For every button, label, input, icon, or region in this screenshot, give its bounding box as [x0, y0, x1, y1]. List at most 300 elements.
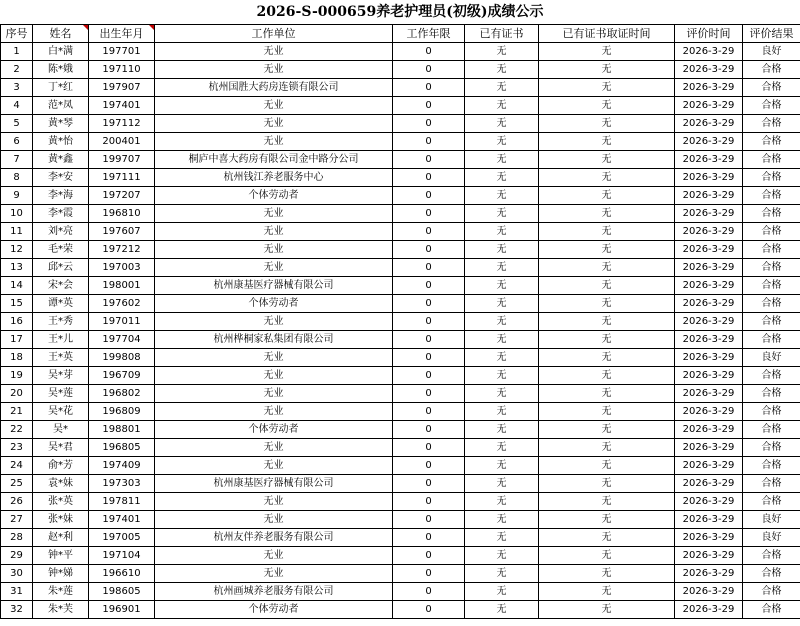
cell-result[interactable]: 合格	[743, 97, 800, 115]
cell-index[interactable]: 27	[1, 511, 33, 529]
cell-years[interactable]: 0	[393, 133, 465, 151]
cell-employer[interactable]: 无业	[155, 385, 393, 403]
cell-eval-date[interactable]: 2026-3-29	[675, 97, 743, 115]
cell-certificate[interactable]: 无	[465, 187, 539, 205]
cell-name[interactable]: 袁*妹	[33, 475, 89, 493]
table-row	[1, 511, 800, 529]
cell-name[interactable]: 钟*娣	[33, 565, 89, 583]
cell-employer[interactable]: 无业	[155, 97, 393, 115]
cell-certificate[interactable]: 无	[465, 43, 539, 61]
cell-birth[interactable]: 196809	[89, 403, 155, 421]
cell-employer[interactable]: 无业	[155, 511, 393, 529]
cell-eval-date[interactable]: 2026-3-29	[675, 475, 743, 493]
cell-birth[interactable]: 197005	[89, 529, 155, 547]
cell-index[interactable]: 24	[1, 457, 33, 475]
cell-result[interactable]: 合格	[743, 331, 800, 349]
cell-index[interactable]: 16	[1, 313, 33, 331]
cell-certificate-date[interactable]: 无	[539, 367, 675, 385]
cell-years[interactable]: 0	[393, 457, 465, 475]
header-cell-birth[interactable]: 出生年月	[89, 25, 155, 43]
cell-name[interactable]: 钟*平	[33, 547, 89, 565]
cell-index[interactable]: 19	[1, 367, 33, 385]
header-cell-certificate[interactable]: 已有证书	[465, 25, 539, 43]
cell-birth[interactable]: 199707	[89, 151, 155, 169]
cell-employer[interactable]: 无业	[155, 349, 393, 367]
cell-certificate-date[interactable]: 无	[539, 493, 675, 511]
cell-employer[interactable]: 无业	[155, 403, 393, 421]
cell-eval-date[interactable]: 2026-3-29	[675, 133, 743, 151]
cell-certificate-date[interactable]: 无	[539, 331, 675, 349]
cell-birth[interactable]: 197003	[89, 259, 155, 277]
cell-certificate[interactable]: 无	[465, 565, 539, 583]
cell-certificate[interactable]: 无	[465, 511, 539, 529]
cell-result[interactable]: 合格	[743, 205, 800, 223]
cell-name[interactable]: 范*凤	[33, 97, 89, 115]
cell-certificate[interactable]: 无	[465, 61, 539, 79]
cell-birth[interactable]: 197401	[89, 511, 155, 529]
cell-employer[interactable]: 无业	[155, 133, 393, 151]
cell-certificate[interactable]: 无	[465, 457, 539, 475]
cell-certificate[interactable]: 无	[465, 349, 539, 367]
cell-index[interactable]: 4	[1, 97, 33, 115]
cell-certificate[interactable]: 无	[465, 529, 539, 547]
cell-name[interactable]: 赵*利	[33, 529, 89, 547]
cell-certificate-date[interactable]: 无	[539, 349, 675, 367]
cell-result[interactable]: 合格	[743, 169, 800, 187]
cell-eval-date[interactable]: 2026-3-29	[675, 187, 743, 205]
cell-certificate[interactable]: 无	[465, 295, 539, 313]
cell-birth[interactable]: 197212	[89, 241, 155, 259]
cell-certificate-date[interactable]: 无	[539, 403, 675, 421]
cell-result[interactable]: 合格	[743, 61, 800, 79]
cell-certificate[interactable]: 无	[465, 421, 539, 439]
cell-name[interactable]: 李*海	[33, 187, 89, 205]
cell-result[interactable]: 良好	[743, 529, 800, 547]
cell-years[interactable]: 0	[393, 421, 465, 439]
cell-name[interactable]: 张*英	[33, 493, 89, 511]
cell-result[interactable]: 合格	[743, 583, 800, 601]
cell-index[interactable]: 8	[1, 169, 33, 187]
cell-result[interactable]: 合格	[743, 457, 800, 475]
cell-birth[interactable]: 196709	[89, 367, 155, 385]
cell-birth[interactable]: 198605	[89, 583, 155, 601]
cell-years[interactable]: 0	[393, 475, 465, 493]
cell-name[interactable]: 黄*怡	[33, 133, 89, 151]
cell-eval-date[interactable]: 2026-3-29	[675, 457, 743, 475]
cell-name[interactable]: 白*满	[33, 43, 89, 61]
cell-years[interactable]: 0	[393, 61, 465, 79]
cell-name[interactable]: 吴*莲	[33, 385, 89, 403]
cell-employer[interactable]: 无业	[155, 457, 393, 475]
cell-employer[interactable]: 个体劳动者	[155, 295, 393, 313]
cell-employer[interactable]: 无业	[155, 241, 393, 259]
header-cell-result[interactable]: 评价结果	[743, 25, 800, 43]
cell-result[interactable]: 合格	[743, 439, 800, 457]
cell-certificate[interactable]: 无	[465, 115, 539, 133]
cell-years[interactable]: 0	[393, 583, 465, 601]
cell-birth[interactable]: 197907	[89, 79, 155, 97]
cell-birth[interactable]: 198001	[89, 277, 155, 295]
cell-certificate[interactable]: 无	[465, 151, 539, 169]
cell-years[interactable]: 0	[393, 511, 465, 529]
cell-years[interactable]: 0	[393, 565, 465, 583]
cell-birth[interactable]: 196810	[89, 205, 155, 223]
cell-index[interactable]: 2	[1, 61, 33, 79]
cell-certificate[interactable]: 无	[465, 241, 539, 259]
cell-years[interactable]: 0	[393, 547, 465, 565]
header-cell-name[interactable]: 姓名	[33, 25, 89, 43]
cell-eval-date[interactable]: 2026-3-29	[675, 529, 743, 547]
cell-years[interactable]: 0	[393, 259, 465, 277]
cell-eval-date[interactable]: 2026-3-29	[675, 511, 743, 529]
cell-certificate[interactable]: 无	[465, 367, 539, 385]
cell-index[interactable]: 25	[1, 475, 33, 493]
cell-name[interactable]: 俞*芳	[33, 457, 89, 475]
cell-certificate-date[interactable]: 无	[539, 475, 675, 493]
cell-years[interactable]: 0	[393, 241, 465, 259]
cell-certificate[interactable]: 无	[465, 205, 539, 223]
cell-employer[interactable]: 杭州康基医疗器械有限公司	[155, 277, 393, 295]
cell-certificate[interactable]: 无	[465, 403, 539, 421]
cell-certificate-date[interactable]: 无	[539, 79, 675, 97]
cell-name[interactable]: 王*儿	[33, 331, 89, 349]
cell-certificate[interactable]: 无	[465, 385, 539, 403]
cell-name[interactable]: 黄*琴	[33, 115, 89, 133]
cell-index[interactable]: 6	[1, 133, 33, 151]
cell-name[interactable]: 谭*英	[33, 295, 89, 313]
cell-employer[interactable]: 无业	[155, 439, 393, 457]
cell-eval-date[interactable]: 2026-3-29	[675, 547, 743, 565]
cell-eval-date[interactable]: 2026-3-29	[675, 79, 743, 97]
cell-index[interactable]: 15	[1, 295, 33, 313]
cell-eval-date[interactable]: 2026-3-29	[675, 493, 743, 511]
cell-index[interactable]: 1	[1, 43, 33, 61]
cell-name[interactable]: 丁*红	[33, 79, 89, 97]
cell-years[interactable]: 0	[393, 169, 465, 187]
cell-years[interactable]: 0	[393, 205, 465, 223]
cell-certificate[interactable]: 无	[465, 313, 539, 331]
cell-certificate[interactable]: 无	[465, 169, 539, 187]
cell-birth[interactable]: 197207	[89, 187, 155, 205]
cell-eval-date[interactable]: 2026-3-29	[675, 43, 743, 61]
cell-eval-date[interactable]: 2026-3-29	[675, 565, 743, 583]
cell-result[interactable]: 合格	[743, 79, 800, 97]
cell-index[interactable]: 26	[1, 493, 33, 511]
cell-result[interactable]: 合格	[743, 403, 800, 421]
cell-certificate-date[interactable]: 无	[539, 457, 675, 475]
cell-years[interactable]: 0	[393, 367, 465, 385]
table-row	[1, 259, 800, 277]
cell-name[interactable]: 邱*云	[33, 259, 89, 277]
cell-eval-date[interactable]: 2026-3-29	[675, 169, 743, 187]
cell-employer[interactable]: 个体劳动者	[155, 601, 393, 619]
cell-name[interactable]: 吴*君	[33, 439, 89, 457]
cell-years[interactable]: 0	[393, 277, 465, 295]
cell-name[interactable]: 吴*花	[33, 403, 89, 421]
cell-result[interactable]: 合格	[743, 241, 800, 259]
cell-employer[interactable]: 桐庐中喜大药房有限公司金中路分公司	[155, 151, 393, 169]
cell-eval-date[interactable]: 2026-3-29	[675, 601, 743, 619]
cell-index[interactable]: 13	[1, 259, 33, 277]
cell-name[interactable]: 陈*娥	[33, 61, 89, 79]
cell-eval-date[interactable]: 2026-3-29	[675, 223, 743, 241]
cell-certificate-date[interactable]: 无	[539, 385, 675, 403]
cell-eval-date[interactable]: 2026-3-29	[675, 277, 743, 295]
header-cell-eval-date[interactable]: 评价时间	[675, 25, 743, 43]
cell-years[interactable]: 0	[393, 295, 465, 313]
cell-index[interactable]: 5	[1, 115, 33, 133]
cell-birth[interactable]: 197110	[89, 61, 155, 79]
cell-years[interactable]: 0	[393, 349, 465, 367]
cell-birth[interactable]: 196610	[89, 565, 155, 583]
cell-result[interactable]: 合格	[743, 547, 800, 565]
cell-result[interactable]: 合格	[743, 187, 800, 205]
cell-index[interactable]: 7	[1, 151, 33, 169]
cell-name[interactable]: 吴*芽	[33, 367, 89, 385]
cell-certificate-date[interactable]: 无	[539, 529, 675, 547]
cell-index[interactable]: 23	[1, 439, 33, 457]
cell-certificate[interactable]: 无	[465, 97, 539, 115]
cell-employer[interactable]: 无业	[155, 43, 393, 61]
cell-birth[interactable]: 197607	[89, 223, 155, 241]
cell-index[interactable]: 18	[1, 349, 33, 367]
cell-eval-date[interactable]: 2026-3-29	[675, 61, 743, 79]
cell-eval-date[interactable]: 2026-3-29	[675, 313, 743, 331]
cell-certificate-date[interactable]: 无	[539, 169, 675, 187]
cell-birth[interactable]: 196805	[89, 439, 155, 457]
cell-index[interactable]: 32	[1, 601, 33, 619]
cell-name[interactable]: 吴*	[33, 421, 89, 439]
cell-certificate-date[interactable]: 无	[539, 241, 675, 259]
cell-years[interactable]: 0	[393, 313, 465, 331]
cell-birth[interactable]: 197303	[89, 475, 155, 493]
cell-certificate[interactable]: 无	[465, 223, 539, 241]
cell-result[interactable]: 合格	[743, 493, 800, 511]
cell-employer[interactable]: 无业	[155, 223, 393, 241]
cell-result[interactable]: 合格	[743, 115, 800, 133]
cell-name[interactable]: 宋*会	[33, 277, 89, 295]
cell-certificate-date[interactable]: 无	[539, 97, 675, 115]
cell-birth[interactable]: 196802	[89, 385, 155, 403]
cell-name[interactable]: 黄*鑫	[33, 151, 89, 169]
cell-birth[interactable]: 197104	[89, 547, 155, 565]
cell-index[interactable]: 10	[1, 205, 33, 223]
cell-certificate-date[interactable]: 无	[539, 61, 675, 79]
cell-index[interactable]: 31	[1, 583, 33, 601]
cell-eval-date[interactable]: 2026-3-29	[675, 367, 743, 385]
cell-result[interactable]: 合格	[743, 151, 800, 169]
cell-employer[interactable]: 无业	[155, 313, 393, 331]
cell-name[interactable]: 朱*莲	[33, 583, 89, 601]
cell-employer[interactable]: 无业	[155, 547, 393, 565]
cell-result[interactable]: 合格	[743, 313, 800, 331]
cell-certificate[interactable]: 无	[465, 79, 539, 97]
cell-birth[interactable]: 197111	[89, 169, 155, 187]
cell-certificate-date[interactable]: 无	[539, 511, 675, 529]
cell-certificate-date[interactable]: 无	[539, 565, 675, 583]
cell-eval-date[interactable]: 2026-3-29	[675, 205, 743, 223]
cell-certificate-date[interactable]: 无	[539, 223, 675, 241]
cell-years[interactable]: 0	[393, 439, 465, 457]
cell-employer[interactable]: 杭州友伴养老服务有限公司	[155, 529, 393, 547]
cell-result[interactable]: 合格	[743, 295, 800, 313]
cell-employer[interactable]: 无业	[155, 115, 393, 133]
cell-index[interactable]: 30	[1, 565, 33, 583]
cell-name[interactable]: 李*霞	[33, 205, 89, 223]
cell-employer[interactable]: 个体劳动者	[155, 421, 393, 439]
cell-index[interactable]: 28	[1, 529, 33, 547]
cell-years[interactable]: 0	[393, 601, 465, 619]
cell-index[interactable]: 29	[1, 547, 33, 565]
cell-employer[interactable]: 无业	[155, 367, 393, 385]
cell-birth[interactable]: 200401	[89, 133, 155, 151]
cell-index[interactable]: 20	[1, 385, 33, 403]
cell-name[interactable]: 毛*荣	[33, 241, 89, 259]
cell-index[interactable]: 12	[1, 241, 33, 259]
cell-result[interactable]: 合格	[743, 565, 800, 583]
cell-birth[interactable]: 197409	[89, 457, 155, 475]
cell-certificate-date[interactable]: 无	[539, 439, 675, 457]
cell-birth[interactable]: 197011	[89, 313, 155, 331]
cell-years[interactable]: 0	[393, 97, 465, 115]
cell-result[interactable]: 合格	[743, 601, 800, 619]
header-cell-index[interactable]: 序号	[1, 25, 33, 43]
header-cell-certificate-date[interactable]: 已有证书取证时间	[539, 25, 675, 43]
cell-employer[interactable]: 杭州画城养老服务有限公司	[155, 583, 393, 601]
cell-certificate[interactable]: 无	[465, 493, 539, 511]
cell-birth[interactable]: 197112	[89, 115, 155, 133]
cell-eval-date[interactable]: 2026-3-29	[675, 583, 743, 601]
cell-years[interactable]: 0	[393, 529, 465, 547]
cell-certificate-date[interactable]: 无	[539, 259, 675, 277]
cell-name[interactable]: 刘*亮	[33, 223, 89, 241]
cell-eval-date[interactable]: 2026-3-29	[675, 331, 743, 349]
cell-certificate[interactable]: 无	[465, 331, 539, 349]
cell-eval-date[interactable]: 2026-3-29	[675, 259, 743, 277]
cell-name[interactable]: 李*安	[33, 169, 89, 187]
cell-birth[interactable]: 198801	[89, 421, 155, 439]
cell-index[interactable]: 22	[1, 421, 33, 439]
cell-certificate-date[interactable]: 无	[539, 115, 675, 133]
cell-employer[interactable]: 杭州国胜大药房连锁有限公司	[155, 79, 393, 97]
cell-years[interactable]: 0	[393, 223, 465, 241]
cell-certificate-date[interactable]: 无	[539, 547, 675, 565]
cell-index[interactable]: 21	[1, 403, 33, 421]
cell-years[interactable]: 0	[393, 115, 465, 133]
cell-result[interactable]: 合格	[743, 259, 800, 277]
cell-years[interactable]: 0	[393, 331, 465, 349]
cell-certificate-date[interactable]: 无	[539, 205, 675, 223]
cell-result[interactable]: 合格	[743, 133, 800, 151]
cell-result[interactable]: 合格	[743, 421, 800, 439]
cell-employer[interactable]: 个体劳动者	[155, 187, 393, 205]
cell-birth[interactable]: 197401	[89, 97, 155, 115]
cell-employer[interactable]: 无业	[155, 205, 393, 223]
cell-birth[interactable]: 199808	[89, 349, 155, 367]
cell-years[interactable]: 0	[393, 43, 465, 61]
cell-employer[interactable]: 杭州桦桐家私集团有限公司	[155, 331, 393, 349]
cell-eval-date[interactable]: 2026-3-29	[675, 295, 743, 313]
cell-certificate[interactable]: 无	[465, 277, 539, 295]
cell-employer[interactable]: 无业	[155, 565, 393, 583]
cell-certificate-date[interactable]: 无	[539, 187, 675, 205]
cell-result[interactable]: 合格	[743, 475, 800, 493]
cell-result[interactable]: 良好	[743, 349, 800, 367]
cell-certificate-date[interactable]: 无	[539, 295, 675, 313]
cell-certificate-date[interactable]: 无	[539, 151, 675, 169]
cell-certificate-date[interactable]: 无	[539, 421, 675, 439]
cell-years[interactable]: 0	[393, 385, 465, 403]
cell-birth[interactable]: 197704	[89, 331, 155, 349]
cell-certificate-date[interactable]: 无	[539, 133, 675, 151]
cell-index[interactable]: 17	[1, 331, 33, 349]
cell-certificate[interactable]: 无	[465, 259, 539, 277]
cell-employer[interactable]: 无业	[155, 493, 393, 511]
cell-years[interactable]: 0	[393, 151, 465, 169]
cell-eval-date[interactable]: 2026-3-29	[675, 241, 743, 259]
cell-name[interactable]: 张*妹	[33, 511, 89, 529]
cell-result[interactable]: 合格	[743, 277, 800, 295]
cell-years[interactable]: 0	[393, 187, 465, 205]
cell-certificate[interactable]: 无	[465, 547, 539, 565]
cell-index[interactable]: 14	[1, 277, 33, 295]
cell-years[interactable]: 0	[393, 403, 465, 421]
cell-certificate[interactable]: 无	[465, 439, 539, 457]
cell-name[interactable]: 王*英	[33, 349, 89, 367]
cell-birth[interactable]: 197811	[89, 493, 155, 511]
cell-result[interactable]: 合格	[743, 367, 800, 385]
cell-certificate-date[interactable]: 无	[539, 601, 675, 619]
cell-eval-date[interactable]: 2026-3-29	[675, 403, 743, 421]
cell-result[interactable]: 良好	[743, 511, 800, 529]
cell-result[interactable]: 合格	[743, 385, 800, 403]
table-row	[1, 223, 800, 241]
cell-certificate-date[interactable]: 无	[539, 313, 675, 331]
cell-name[interactable]: 朱*芙	[33, 601, 89, 619]
cell-certificate-date[interactable]: 无	[539, 277, 675, 295]
cell-birth[interactable]: 197602	[89, 295, 155, 313]
cell-index[interactable]: 9	[1, 187, 33, 205]
cell-eval-date[interactable]: 2026-3-29	[675, 151, 743, 169]
cell-eval-date[interactable]: 2026-3-29	[675, 421, 743, 439]
cell-certificate-date[interactable]: 无	[539, 583, 675, 601]
cell-index[interactable]: 11	[1, 223, 33, 241]
cell-eval-date[interactable]: 2026-3-29	[675, 115, 743, 133]
cell-name[interactable]: 王*秀	[33, 313, 89, 331]
header-cell-years[interactable]: 工作年限	[393, 25, 465, 43]
cell-birth[interactable]: 197701	[89, 43, 155, 61]
cell-employer[interactable]: 无业	[155, 61, 393, 79]
cell-employer[interactable]: 杭州钱江养老服务中心	[155, 169, 393, 187]
cell-result[interactable]: 合格	[743, 223, 800, 241]
cell-employer[interactable]: 无业	[155, 259, 393, 277]
cell-certificate[interactable]: 无	[465, 475, 539, 493]
cell-eval-date[interactable]: 2026-3-29	[675, 385, 743, 403]
cell-years[interactable]: 0	[393, 79, 465, 97]
cell-years[interactable]: 0	[393, 493, 465, 511]
cell-index[interactable]: 3	[1, 79, 33, 97]
cell-employer[interactable]: 杭州康基医疗器械有限公司	[155, 475, 393, 493]
cell-eval-date[interactable]: 2026-3-29	[675, 349, 743, 367]
cell-certificate[interactable]: 无	[465, 601, 539, 619]
cell-certificate[interactable]: 无	[465, 133, 539, 151]
cell-result[interactable]: 良好	[743, 43, 800, 61]
cell-birth[interactable]: 196901	[89, 601, 155, 619]
cell-certificate[interactable]: 无	[465, 583, 539, 601]
cell-eval-date[interactable]: 2026-3-29	[675, 439, 743, 457]
cell-certificate-date[interactable]: 无	[539, 43, 675, 61]
header-cell-employer[interactable]: 工作单位	[155, 25, 393, 43]
